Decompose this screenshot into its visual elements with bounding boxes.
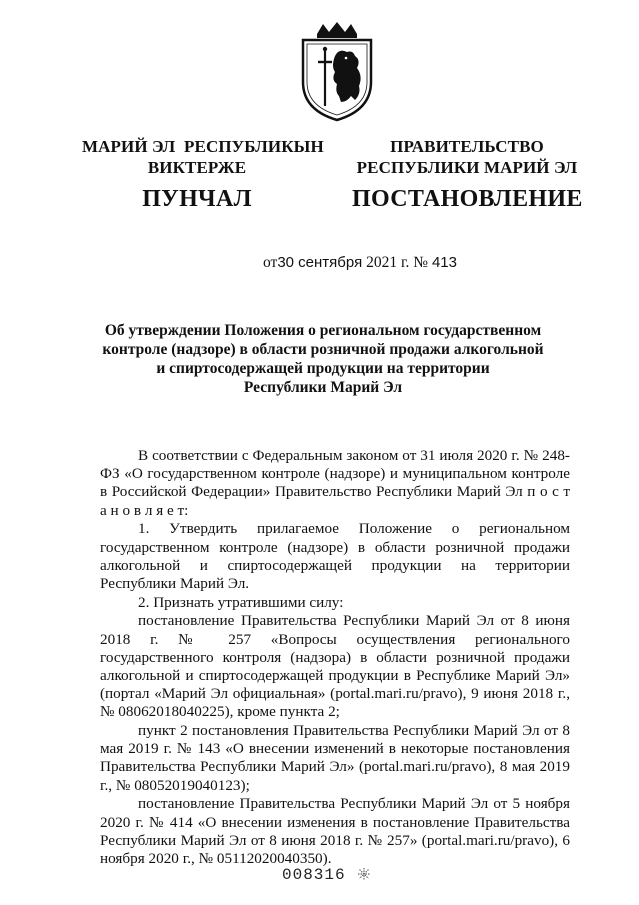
document-number: 413 xyxy=(431,254,457,271)
asterisk-stamp-icon xyxy=(357,867,371,881)
paragraph-item-2: 2. Признать утратившими силу: xyxy=(138,593,344,611)
serial-number: 008316 xyxy=(282,866,346,884)
header-right-line1: ПРАВИТЕЛЬСТВО xyxy=(390,137,544,156)
title-line-1: Об утверждении Положения о региональном государственном xyxy=(104,322,542,339)
header-left-line2: ВИКТЕРЖЕ xyxy=(147,158,247,177)
paragraph-item-1: 1. Утвердить прилагаемое Положение о региональном государственном контроле (надзоре) в области розничной продажи алкогольной и спиртосодержащей продукции на территории Республики Марий Эл. xyxy=(100,520,570,592)
document-title xyxy=(98,321,548,397)
document-body xyxy=(100,447,570,868)
paragraph-repeal-1: постановление Правительства Республики Марий Эл от 8 июня 2018 г. № 257 «Вопросы осуществления регионального государственного контроля (надзора) в области розничной продажи алкогольной и спиртосодержащей продукции в Республике Марий Эл» (портал «Марий Эл официальная» (portal.mari.ru/pravo), 9 июня 2018 г., № 08062018040225), кроме пункта 2; xyxy=(100,612,570,721)
paragraph-repeal-3: постановление Правительства Республики Марий Эл от 5 ноября 2020 г. № 414 «О внесении изменения в постановление Правительства Республики Марий Эл от 8 июня 2018 г. № 257» (portal.mari.ru/pravo), 6 ноября 2020 г., № 05112020040350). xyxy=(100,795,570,867)
title-line-3: и спиртосодержащей продукции на территории xyxy=(156,360,490,377)
date-line xyxy=(200,254,520,272)
paragraph-preamble: В соответствии с Федеральным законом от 31 июля 2020 г. № 248-ФЗ «О государственном контроле (надзоре) и муниципальном контроле в Российской Федерации» Правительство Республики Марий Эл п о с т а н о в л я е т: xyxy=(100,447,570,519)
header-right-line2: РЕСПУБЛИКИ МАРИЙ ЭЛ xyxy=(356,158,578,177)
header-left-line1: МАРИЙ ЭЛ РЕСПУБЛИКЫН xyxy=(82,137,324,156)
title-line-4: Республики Марий Эл xyxy=(243,379,403,396)
paragraph-repeal-2: пункт 2 постановления Правительства Республики Марий Эл от 8 мая 2019 г. № 143 «О внесении изменений в некоторые постановления Правительства Республики Марий Эл» (portal.mari.ru/pravo), 8 мая 2019 г., № 08052019040123); xyxy=(100,722,570,794)
coat-of-arms-icon xyxy=(295,22,379,122)
header-left xyxy=(82,136,324,214)
date-year: 2021 г. № xyxy=(362,254,432,271)
title-line-2: контроле (надзоре) в области розничной продажи алкогольной xyxy=(102,341,544,358)
header-left-doc-type: ПУНЧАЛ xyxy=(142,186,252,212)
date-prefix: от xyxy=(263,254,278,271)
date-value: 30 сентября xyxy=(277,254,363,271)
header-right xyxy=(352,136,582,214)
header-right-doc-type: ПОСТАНОВЛЕНИЕ xyxy=(352,186,583,212)
